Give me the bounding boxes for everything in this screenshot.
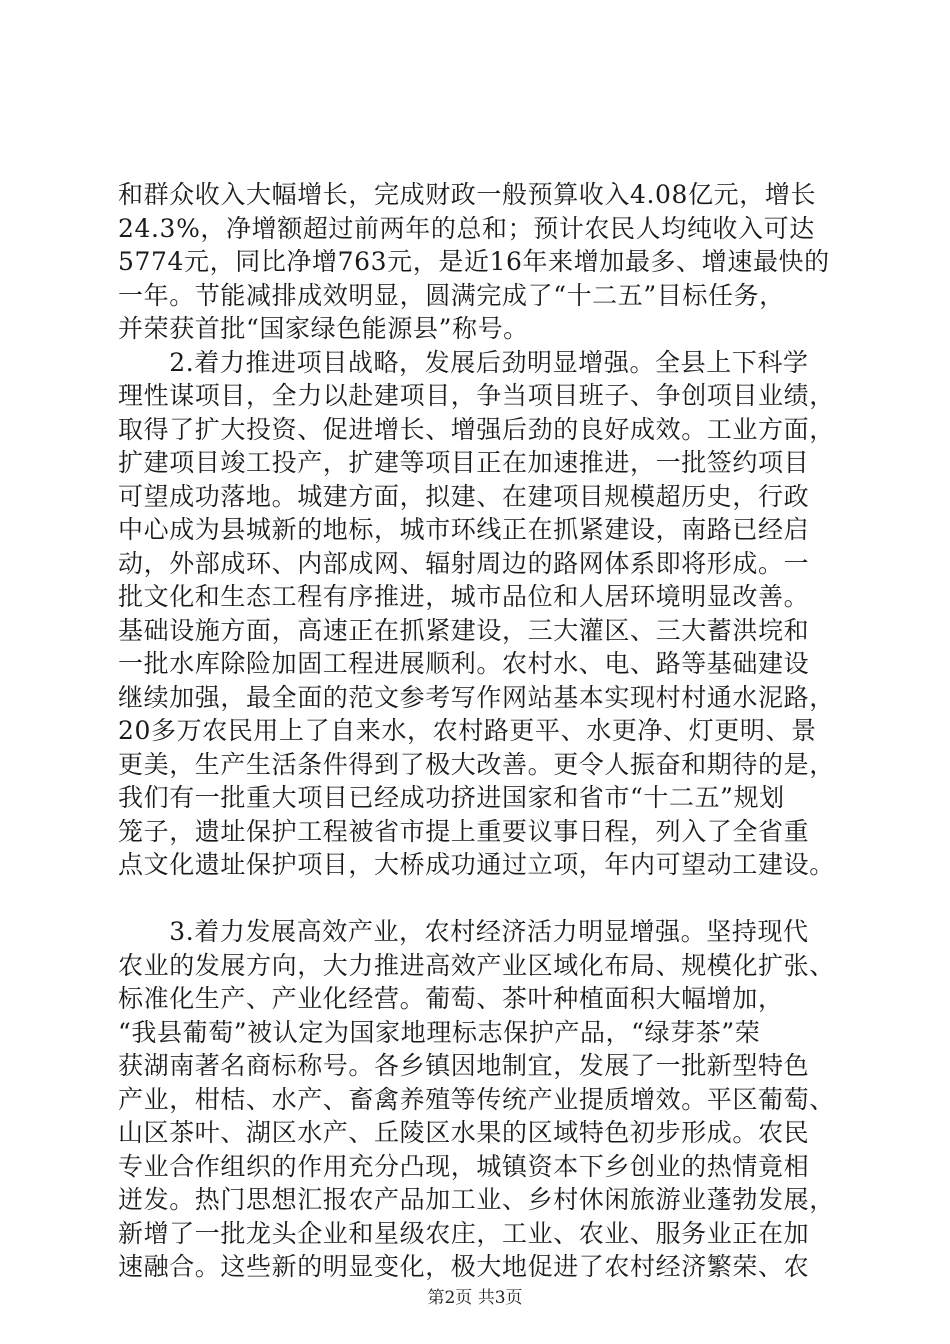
text-line: 更美，生产生活条件得到了极大改善。更令人振奋和期待的是， <box>118 749 835 779</box>
text-line: 专业合作组织的作用充分凸现，城镇资本下乡创业的热情竟相 <box>118 1151 810 1181</box>
text-line: 山区茶叶、湖区水产、丘陵区水果的区域特色初步形成。农民 <box>118 1118 810 1147</box>
text-line: 获湖南著名商标称号。各乡镇因地制宜，发展了一批新型特色 <box>118 1051 810 1080</box>
paragraph-3-heading-line: 3.着力发展高效产业，农村经济活力明显增强。坚持现代 <box>118 917 809 946</box>
text-line: 我们有一批重大项目已经成功挤进国家和省市“十二五”规划 <box>118 783 785 812</box>
text-line: 理性谋项目，全力以赴建项目，争当项目班子、争创项目业绩， <box>118 381 835 410</box>
paragraph-gap <box>118 882 838 916</box>
text-line: “我县葡萄”被认定为国家地理标志保护产品，“绿芽茶”荣 <box>118 1017 761 1047</box>
text-line: 可望成功落地。城建方面，拟建、在建项目规模超历史，行政 <box>118 481 810 511</box>
text-line: 并荣获首批“国家绿色能源县”称号。 <box>118 314 529 343</box>
text-line: 扩建项目竣工投产，扩建等项目正在加速推进，一批签约项目 <box>118 448 810 477</box>
text-line: 点文化遗址保护项目，大桥成功通过立项，年内可望动工建设。 <box>118 850 835 879</box>
text-line: 一批水库除险加固工程进展顺利。农村水、电、路等基础建设 <box>118 649 810 678</box>
text-line: 产业，柑桔、水产、畜禽养殖等传统产业提质增效。平区葡萄、 <box>118 1084 835 1114</box>
text-line: 20多万农民用上了自来水，农村路更平、水更净、灯更明、景 <box>118 716 817 745</box>
text-line: 速融合。这些新的明显变化，极大地促进了农村经济繁荣、农 <box>118 1252 810 1281</box>
text-line: 24.3%，净增额超过前两年的总和；预计农民人均纯收入可达 <box>118 213 815 243</box>
text-line: 批文化和生态工程有序推进，城市品位和人居环境明显改善。 <box>118 582 810 611</box>
page-number-footer: 第2页 共3页 <box>427 1288 523 1308</box>
text-line: 农业的发展方向，大力推进高效产业区域化布局、规模化扩张、 <box>118 950 835 980</box>
text-line: 迸发。热门思想汇报农产品加工业、乡村休闲旅游业蓬勃发展， <box>118 1185 835 1214</box>
text-line: 和群众收入大幅增长，完成财政一般预算收入4.08亿元，增长 <box>118 180 817 209</box>
text-line: 中心成为县城新的地标，城市环线正在抓紧建设，南路已经启 <box>118 515 810 544</box>
paragraph-2-heading-line: 2.着力推进项目战略，发展后劲明显增强。全县上下科学 <box>118 347 809 377</box>
text-line: 标准化生产、产业化经营。葡萄、茶叶种植面积大幅增加， <box>118 984 784 1013</box>
text-line: 继续加强，最全面的范文参考写作网站基本实现村村通水泥路， <box>118 682 835 712</box>
text-line: 新增了一批龙头企业和星级农庄，工业、农业、服务业正在加 <box>118 1218 810 1248</box>
text-line: 5774元，同比净增763元，是近16年来增加最多、增速最快的 <box>118 247 830 276</box>
text-line: 一年。节能减排成效明显，圆满完成了“十二五”目标任务， <box>118 280 785 310</box>
text-line: 笼子，遗址保护工程被省市提上重要议事日程，列入了全省重 <box>118 816 810 846</box>
text-line: 动，外部成环、内部成网、辐射周边的路网体系即将形成。一 <box>118 548 810 578</box>
text-line: 取得了扩大投资、促进增长、增强后劲的良好成效。工业方面， <box>118 414 835 444</box>
body-text <box>118 178 838 1284</box>
text-line: 基础设施方面，高速正在抓紧建设，三大灌区、三大蓄洪垸和 <box>118 615 810 645</box>
